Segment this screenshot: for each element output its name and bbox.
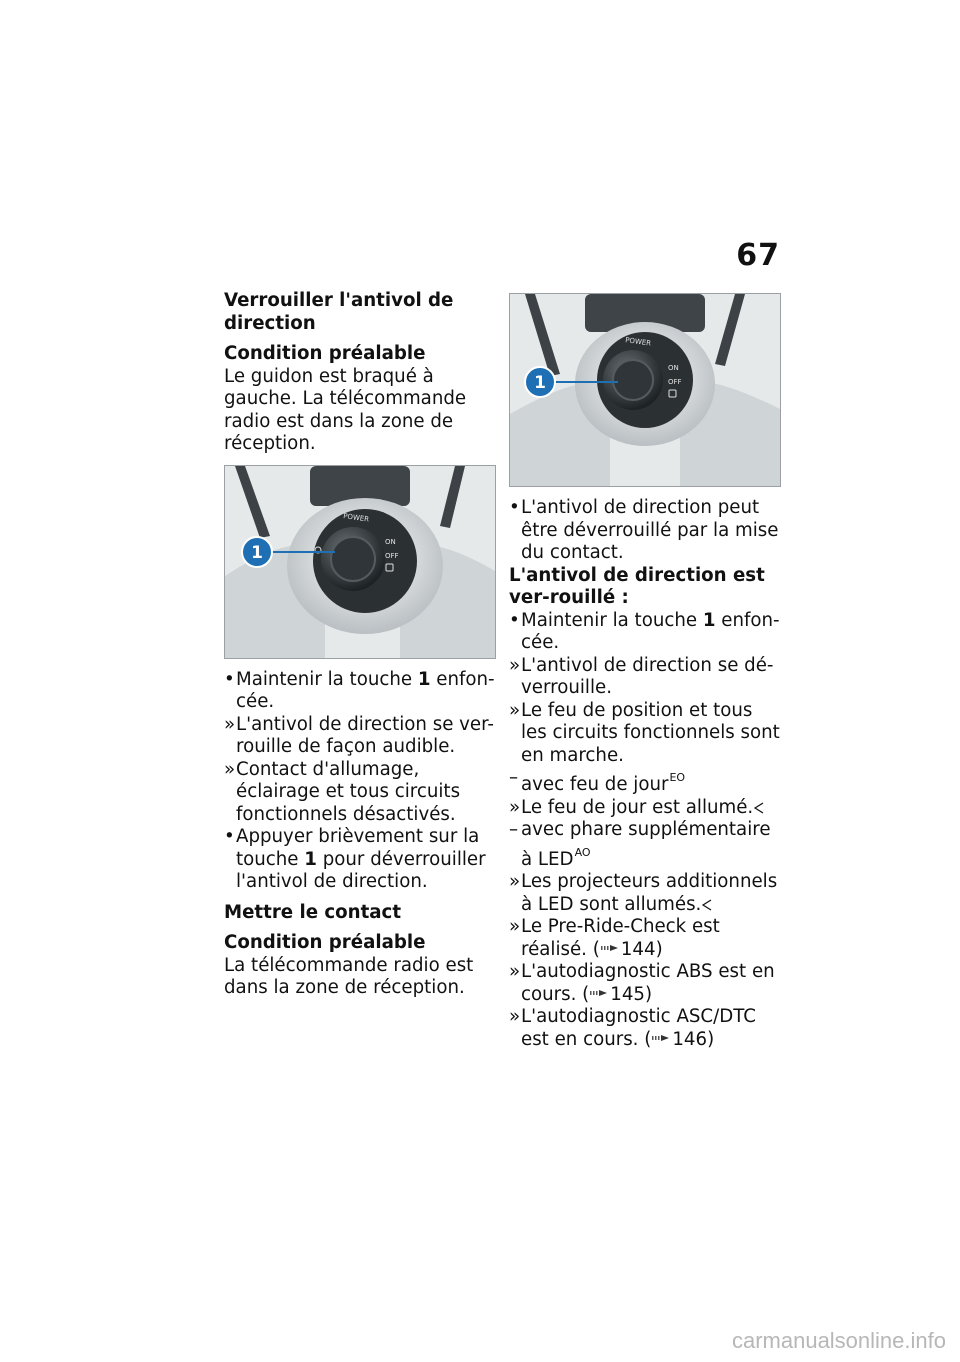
step-hold-button-2: • Maintenir la touche 1 enfon-cée. bbox=[509, 609, 780, 653]
condition-label: Condition préalable bbox=[224, 343, 426, 364]
result-arrow-icon: » bbox=[509, 654, 521, 676]
condition-text: Le guidon est braqué à gauche. La télécommande radio est dans la zone de réception. bbox=[224, 365, 467, 454]
page-ref-arrow-icon bbox=[601, 943, 619, 953]
page-ref-145[interactable]: 145) bbox=[610, 983, 653, 1005]
ignition-switch-figure bbox=[224, 465, 496, 659]
option-code-eo: EO bbox=[669, 771, 686, 784]
result-can-unlock: • L'antivol de direction peut être déverrouillé par la mise du contact. bbox=[509, 497, 779, 563]
bullet-icon: • bbox=[224, 668, 235, 690]
result-arrow-icon: » bbox=[509, 796, 521, 818]
section-heading-ignition: Mettre le contact bbox=[224, 901, 402, 923]
result-asc-dtc-check: » L'autodiagnostic ASC/DTC est en cours. ( 146) bbox=[509, 1006, 757, 1050]
page-ref-144[interactable]: 144) bbox=[620, 938, 663, 960]
power-label-2: POWER bbox=[624, 336, 652, 348]
result-arrow-icon: » bbox=[509, 916, 521, 937]
end-of-option-icon bbox=[701, 899, 713, 911]
on-label: ON bbox=[385, 537, 396, 546]
dash-icon: – bbox=[509, 819, 519, 840]
result-arrow-icon: » bbox=[509, 1006, 521, 1027]
result-arrow-icon: » bbox=[224, 758, 236, 780]
power-label: POWER bbox=[342, 511, 370, 524]
result-unlock: » L'antivol de direction se dé-verrouille. bbox=[509, 654, 774, 698]
option-led-lights: – avec phare supplémentaire à $LED^{AO}$ bbox=[509, 819, 771, 870]
dash-icon: – bbox=[509, 767, 519, 788]
page-ref-146[interactable]: 146) bbox=[672, 1028, 715, 1050]
ignition-switch-illustration-2 bbox=[510, 294, 780, 486]
result-abs-check: » L'autodiagnostic ABS est en cours. ( 145) bbox=[509, 961, 775, 1005]
result-arrow-icon: » bbox=[224, 713, 236, 735]
result-led-lights: » Les projecteurs additionnels à LED sont allumés. bbox=[509, 871, 778, 915]
ignition-switch-figure-2 bbox=[509, 293, 781, 487]
option-code-ao: AO bbox=[574, 845, 591, 859]
bullet-icon: • bbox=[224, 826, 235, 847]
result-arrow-icon: » bbox=[509, 699, 521, 721]
end-of-option-icon bbox=[753, 802, 765, 814]
result-lock-audible: » L'antivol de direction se ver-rouille de façon audible. bbox=[224, 713, 494, 757]
subheading-locked: L'antivol de direction est ver-rouillé : bbox=[509, 564, 765, 608]
result-daytime-light: » Le feu de jour est allumé. bbox=[509, 797, 781, 820]
on-label-2: ON bbox=[668, 364, 679, 372]
section-heading-lock: Verrouiller l'antivol de direction bbox=[224, 290, 454, 334]
step-press-button: • Appuyer brièvement sur la touche 1 pour déverrouiller l'antivol de direction. bbox=[224, 826, 486, 892]
result-position-light: » Le feu de position et tous les circuits fonctionnels sont en marche. bbox=[509, 699, 780, 766]
page-number: 67 bbox=[736, 238, 780, 273]
result-circuits-off: » Contact d'allumage, éclairage et tous circuits fonctionnels désactivés. bbox=[224, 758, 461, 825]
condition-label-2: Condition préalable bbox=[224, 932, 426, 953]
result-arrow-icon: » bbox=[509, 871, 521, 892]
ignition-switch-illustration bbox=[225, 466, 495, 658]
condition-text-2: La télécommande radio est dans la zone de réception. bbox=[224, 954, 474, 998]
step-hold-button: • Maintenir la touche 1 enfon-cée. bbox=[224, 668, 495, 712]
right-column bbox=[509, 290, 781, 1051]
result-pre-ride-check: » Le Pre-Ride-Check est réalisé. ( 144) bbox=[509, 916, 720, 960]
page-ref-arrow-icon bbox=[590, 988, 608, 998]
bullet-icon: • bbox=[509, 497, 520, 518]
callout-1: 1 bbox=[251, 542, 263, 563]
page-ref-arrow-icon bbox=[652, 1033, 670, 1043]
callout-1-right: 1 bbox=[534, 373, 546, 393]
option-daytime-light: – avec feu de jour$^{EO}$ bbox=[509, 767, 686, 795]
left-column bbox=[224, 290, 496, 1000]
result-arrow-icon: » bbox=[509, 961, 521, 982]
off-label-2: OFF bbox=[668, 378, 682, 386]
off-label: OFF bbox=[385, 551, 399, 560]
bullet-icon: • bbox=[509, 609, 520, 631]
watermark[interactable]: carmanualsonline.info bbox=[731, 1328, 946, 1353]
